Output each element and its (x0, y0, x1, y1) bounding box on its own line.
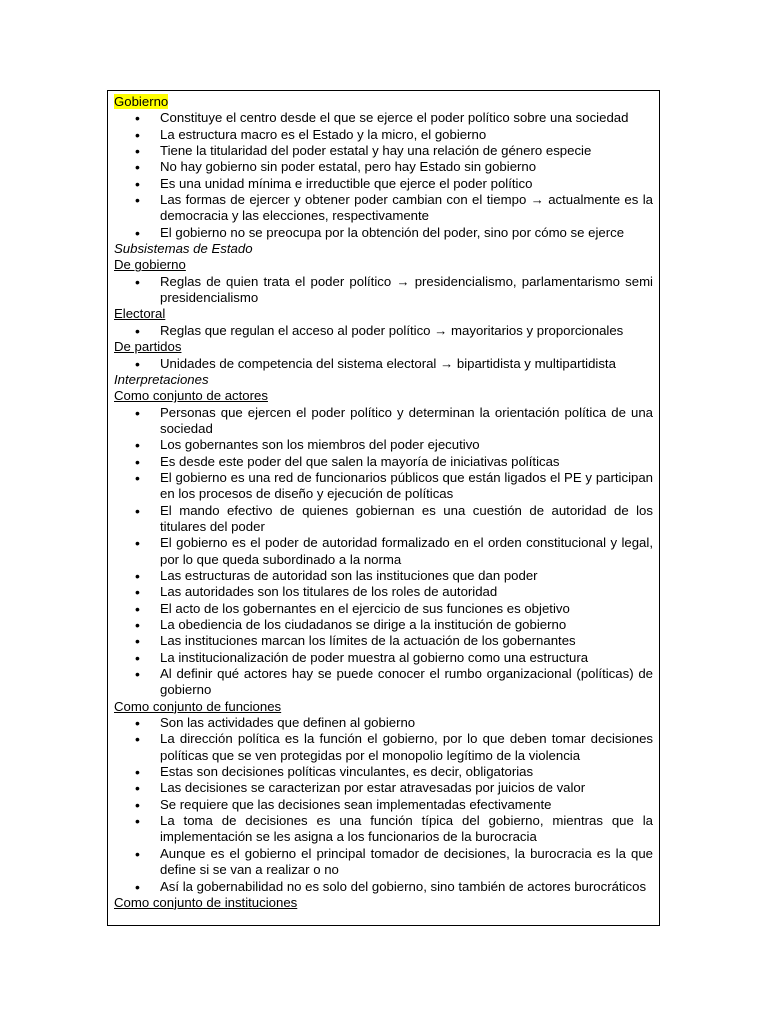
list-actores (114, 405, 653, 699)
heading-funciones: Como conjunto de funciones (114, 698, 282, 714)
list-item: • Aunque es el gobierno el principal tomador de decisiones, la burocracia es la que define si se van a realizar o no (114, 846, 653, 879)
heading-de-partidos: De partidos (114, 339, 182, 355)
list-gobierno (114, 110, 653, 241)
list-item: • Son las actividades que definen al gobierno (114, 715, 653, 731)
list-item: • Reglas de quien trata el poder político → presidencialismo, parlamentarismo semi presidencialismo (114, 274, 653, 307)
list-item: • Las decisiones se caracterizan por estar atravesadas por juicios de valor (114, 780, 653, 796)
heading-subsistemas: Subsistemas de Estado (114, 241, 253, 257)
list-item: • La estructura macro es el Estado y la micro, el gobierno (114, 127, 653, 143)
list-item: • Se requiere que las decisiones sean implementadas efectivamente (114, 797, 653, 813)
highlighted-title: Gobierno (114, 94, 169, 109)
list-item: • La institucionalización de poder muestra al gobierno como una estructura (114, 650, 653, 666)
list-item: • El gobierno es una red de funcionarios públicos que están ligados el PE y participan en los procesos de diseño y ejecución de políticas (114, 470, 653, 503)
heading-electoral: Electoral (114, 306, 166, 322)
list-item: • Las formas de ejercer y obtener poder cambian con el tiempo → actualmente es la democracia y las elecciones, respectivamente (114, 192, 653, 225)
list-item: • Las autoridades son los titulares de los roles de autoridad (114, 584, 653, 600)
list-item: • Personas que ejercen el poder político y determinan la orientación política de una sociedad (114, 405, 653, 438)
list-item: • Tiene la titularidad del poder estatal y hay una relación de género especie (114, 143, 653, 159)
list-de-partidos (114, 356, 653, 372)
heading-instituciones: Como conjunto de instituciones (114, 894, 298, 910)
list-item: • Es una unidad mínima e irreductible que ejerce el poder político (114, 176, 653, 192)
list-item: • Reglas que regulan el acceso al poder político → mayoritarios y proporcionales (114, 323, 653, 339)
heading-de-gobierno: De gobierno (114, 257, 186, 273)
heading-actores: Como conjunto de actores (114, 388, 268, 404)
list-item: • Es desde este poder del que salen la mayoría de iniciativas políticas (114, 454, 653, 470)
list-item: • Estas son decisiones políticas vinculantes, es decir, obligatorias (114, 764, 653, 780)
list-item: • Los gobernantes son los miembros del poder ejecutivo (114, 437, 653, 453)
list-item: • Constituye el centro desde el que se ejerce el poder político sobre una sociedad (114, 110, 653, 126)
heading-interpretaciones: Interpretaciones (114, 371, 209, 387)
list-item: • Unidades de competencia del sistema electoral → bipartidista y multipartidista (114, 356, 653, 372)
list-item: • Las estructuras de autoridad son las instituciones que dan poder (114, 568, 653, 584)
list-item: • La dirección política es la función el gobierno, por lo que deben tomar decisiones políticas que se ven protegidas por el monopolio legítimo de la violencia (114, 731, 653, 764)
list-item: • El acto de los gobernantes en el ejercicio de sus funciones es objetivo (114, 601, 653, 617)
list-item: • Así la gobernabilidad no es solo del gobierno, sino también de actores burocráticos (114, 879, 653, 895)
list-funciones (114, 715, 653, 895)
list-item: • No hay gobierno sin poder estatal, pero hay Estado sin gobierno (114, 159, 653, 175)
list-item: • El gobierno es el poder de autoridad formalizado en el orden constitucional y legal, por lo que queda subordinado a la norma (114, 535, 653, 568)
list-electoral (114, 323, 653, 339)
list-item: • El gobierno no se preocupa por la obtención del poder, sino por cómo se ejerce (114, 225, 653, 241)
document-page (107, 90, 660, 926)
list-item: • El mando efectivo de quienes gobiernan es una cuestión de autoridad de los titulares del poder (114, 503, 653, 536)
list-item: • Las instituciones marcan los límites de la actuación de los gobernantes (114, 633, 653, 649)
list-item: • La toma de decisiones es una función típica del gobierno, mientras que la implementación se les asigna a los funcionarios de la burocracia (114, 813, 653, 846)
list-item: • La obediencia de los ciudadanos se dirige a la institución de gobierno (114, 617, 653, 633)
heading-gobierno (114, 94, 653, 110)
list-de-gobierno (114, 274, 653, 307)
list-item: • Al definir qué actores hay se puede conocer el rumbo organizacional (políticas) de gobierno (114, 666, 653, 699)
